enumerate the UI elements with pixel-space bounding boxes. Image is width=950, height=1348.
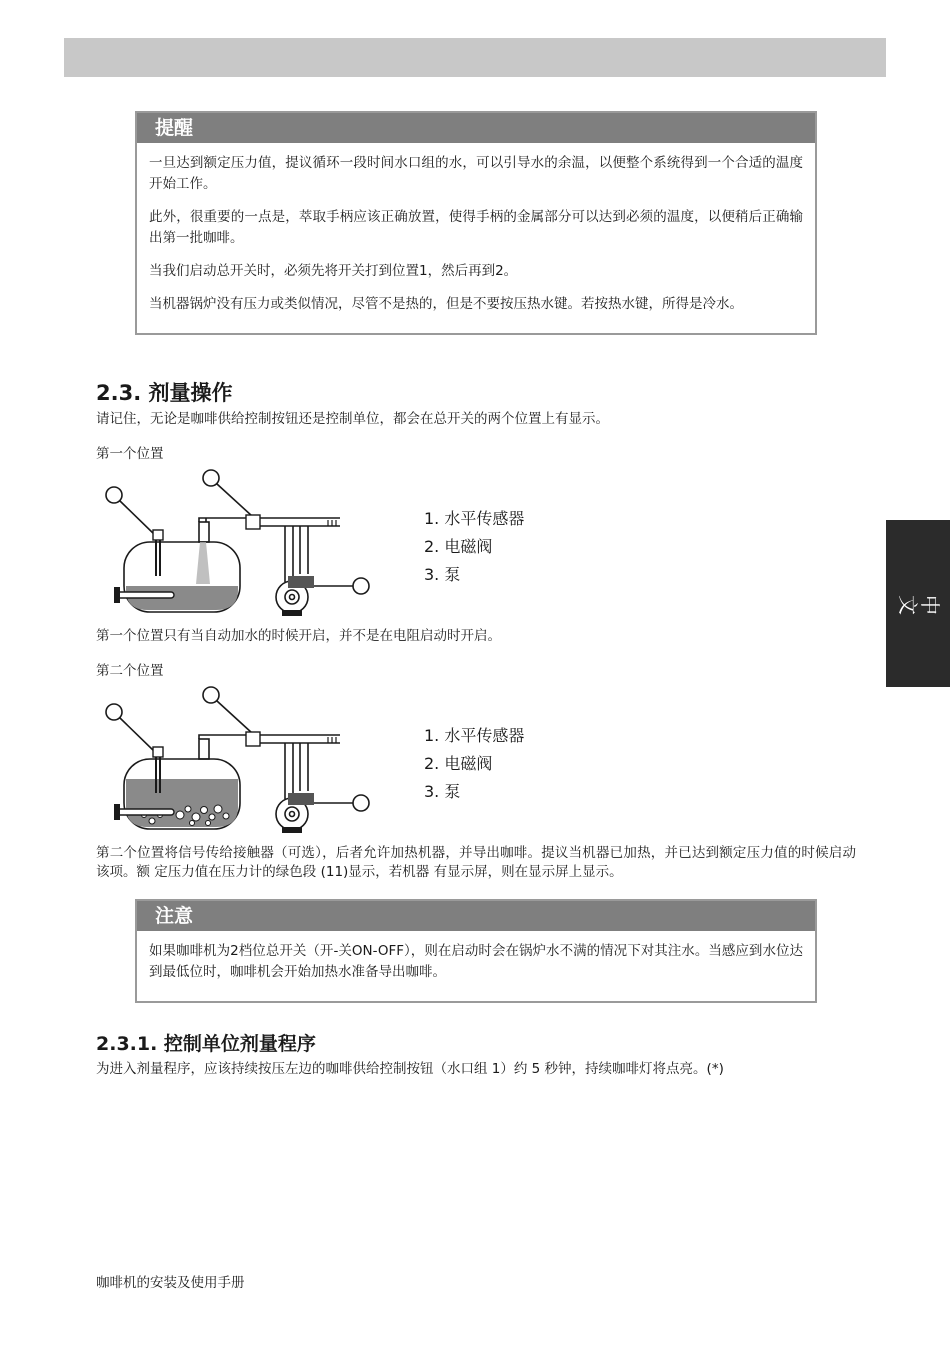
reminder-paragraph: 此外，很重要的一点是，萃取手柄应该正确放置，使得手柄的金属部分可以达到必须的温度，以便稍后正确输出第一批咖啡。	[149, 209, 803, 246]
section-2-3-1-text: 为进入剂量程序，应该持续按压左边的咖啡供给控制按钮（水口组 1）约 5 秒钟，持续咖啡灯将点亮。(*)	[96, 1061, 724, 1077]
position2-label: 第二个位置	[96, 663, 164, 679]
legend-item: 2. 电磁阀	[424, 537, 493, 556]
note-box	[135, 899, 817, 1003]
position1-label: 第一个位置	[96, 446, 164, 462]
language-tab-label: 中文	[896, 591, 940, 615]
position1-caption: 第一个位置只有当自动加水的时候开启，并不是在电阻启动时开启。	[96, 628, 501, 644]
section-intro: 请记住，无论是咖啡供给控制按钮还是控制单位，都会在总开关的两个位置上有显示。	[96, 411, 609, 427]
legend-item: 3. 泵	[424, 782, 461, 801]
legend-item: 1. 水平传感器	[424, 726, 525, 745]
reminder-paragraph: 当机器锅炉没有压力或类似情况，尽管不是热的，但是不要按压热水键。若按热水键，所得是冷水。	[149, 296, 743, 312]
position2-caption: 第二个位置将信号传给接触器（可选），后者允许加热机器，并导出咖啡。提议当机器已加热，并已达到额定压力值的时候启动该项。额 定压力值在压力计的绿色段 (11)显示，若机器 有显示屏，则在显示屏上显示。	[96, 845, 856, 880]
note-title: 注意	[137, 901, 815, 931]
position1-legend	[424, 505, 524, 589]
note-text: 如果咖啡机为2档位总开关（开-关ON-OFF），则在启动时会在锅炉水不满的情况下对其注水。当感应到水位达到最低位时，咖啡机会开始加热水准备导出咖啡。	[149, 943, 803, 980]
legend-item: 2. 电磁阀	[424, 754, 493, 773]
page-footer: 咖啡机的安装及使用手册	[96, 1275, 245, 1291]
reminder-paragraph: 当我们启动总开关时，必须先将开关打到位置1，然后再到2。	[149, 263, 518, 279]
reminder-paragraph: 一旦达到额定压力值，提议循环一段时间水口组的水，可以引导水的余温，以便整个系统得到一个合适的温度开始工作。	[149, 155, 803, 192]
position1-diagram	[100, 466, 390, 621]
position2-legend	[424, 722, 524, 806]
section-heading-2-3-1: 2.3.1. 控制单位剂量程序	[96, 1033, 316, 1055]
legend-item: 1. 水平传感器	[424, 509, 525, 528]
reminder-box	[135, 111, 817, 335]
language-tab[interactable]	[886, 520, 950, 687]
header-bar	[64, 38, 886, 77]
reminder-title: 提醒	[137, 113, 815, 143]
position2-diagram	[100, 683, 390, 838]
section-heading-2-3: 2.3. 剂量操作	[96, 381, 233, 405]
legend-item: 3. 泵	[424, 565, 461, 584]
